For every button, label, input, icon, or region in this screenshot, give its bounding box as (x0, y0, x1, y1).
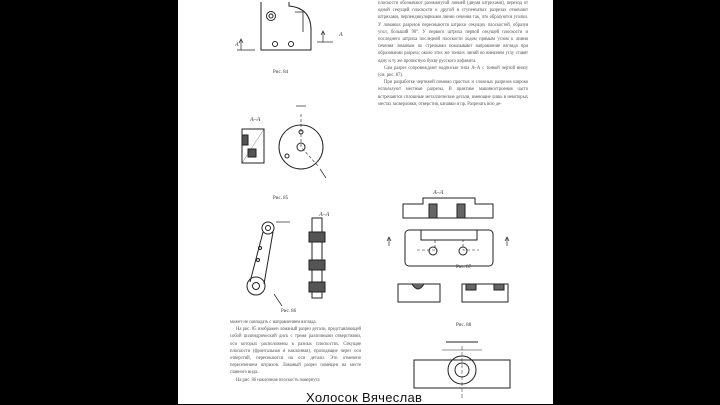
right-paragraph-1: плоскости обозначают разомкнутой линией (двумя штрихами), переход от одной секущей плоскости к другой в ступенчатых разрезах отмечают штрихами, перпендикулярными линии сечения так, что образуются уголки. У ломаных разрезов пересекаются штрихи секущих плоскостей, образуя угол, больший 90°. У первого штриха первой секущей плоскости и последнего штриха последней плоскости ходом прямым углом к линии сечения ломаным по стрелками показывают направление взгляда при образовании разреза; около этих же тонких линий во внешнем углу ставят одну и ту же прописную букву русского алфавита. (378, 1, 528, 64)
figure-85-caption: Рис. 85 (273, 196, 289, 201)
left-paragraph-1: может не совпадать с направлением взгляда. (230, 320, 317, 325)
figure-86-drawing (246, 218, 356, 308)
right-column-text (378, 0, 528, 108)
figure-84-label-left: А (235, 42, 239, 48)
watermark-text: Холосок Вячеслав (306, 390, 423, 405)
figure-87-section-label: А–А (433, 190, 444, 196)
figure-84-drawing (233, 2, 353, 64)
bottom-partial-figure (406, 340, 516, 402)
right-paragraph-3: При разработке чертежей помимо простых и сложных разрезов широко используют местные разрезы. В практике машиностроения часто встречаются сплошные металлические детали, имеющие лишь в некоторых местах засверловки, отверстия, канавки и пр. Разрезать всю де- (378, 80, 528, 107)
book-page (178, 0, 553, 404)
figure-86-section-label: А–А (319, 212, 330, 218)
figure-85-section-label: А–А (250, 117, 261, 123)
left-paragraph-3: На рис. 86 наклонная плоскость повернута (236, 377, 320, 383)
left-column-text (230, 319, 361, 384)
figure-84-caption: Рис. 84 (273, 70, 289, 75)
figure-84-label-right: А (339, 32, 343, 38)
figure-86-caption: Рис. 86 (281, 309, 297, 314)
figure-87-caption: Рис. 87 (456, 265, 472, 270)
figure-88-caption: Рис. 88 (456, 323, 472, 328)
right-paragraph-2: Сам разрез сопровождают надписью типа А–А с тонкой чертой внизу (см. рис. 87). (378, 65, 528, 79)
figure-88-drawing (390, 282, 520, 304)
figure-85-drawing (238, 104, 358, 194)
figure-87-drawing (383, 196, 523, 270)
left-paragraph-2: На рис. 85 изображен ломаный разрез детали, представляющей собой цилиндрический диск с тремя различными отверстиями, оси которых расположены в разных плоскостях. Секущие плоскости (фронтальная и наклонная), проходящие через оси отверстий, пересекаются на оси детали. Это отмечено пересечением штрихов. Ломаный разрез помещен на месте главного вида. (230, 327, 361, 376)
